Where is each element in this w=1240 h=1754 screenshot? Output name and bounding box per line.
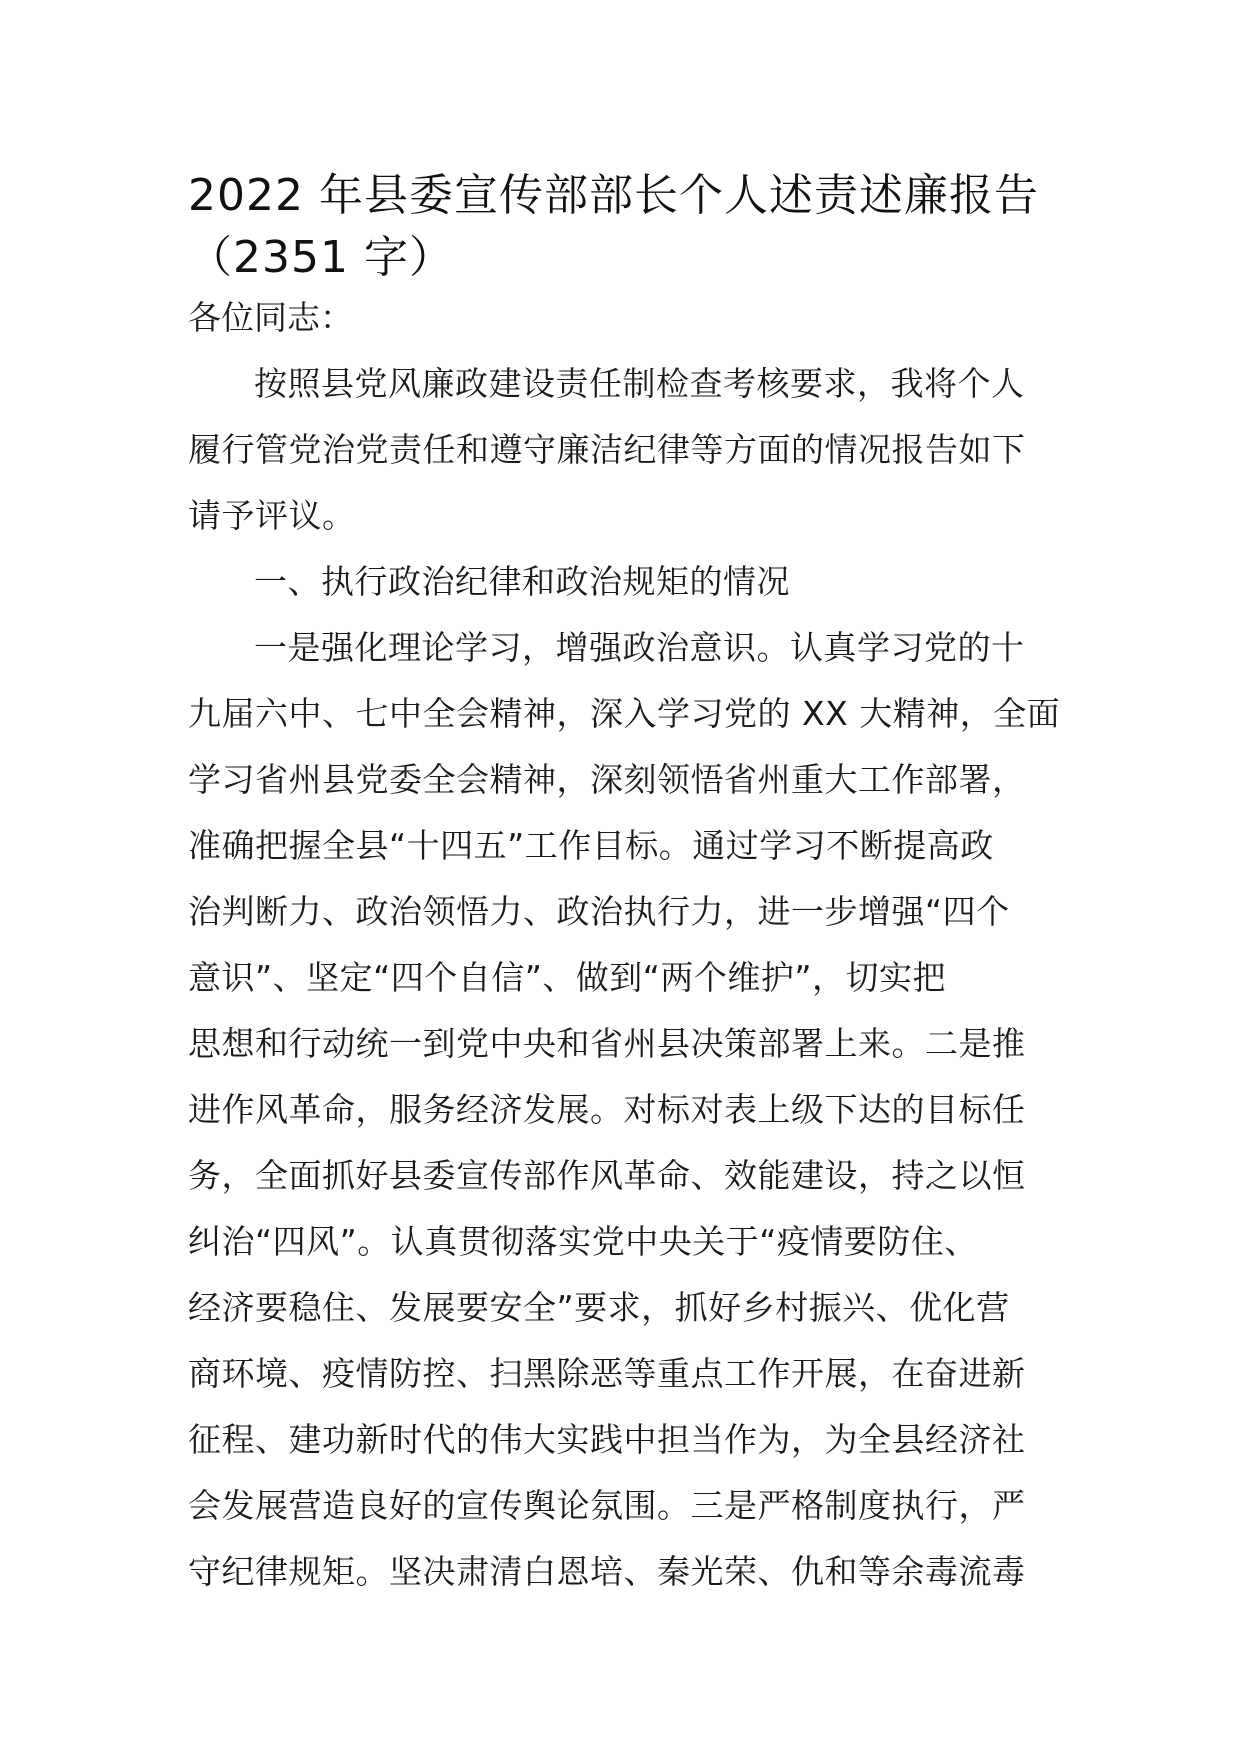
section1-line: 征程、建功新时代的伟大实践中担当作为，为全县经济社 xyxy=(188,1420,1026,1459)
page-title xyxy=(188,165,1052,289)
section-heading-text: 一、执行政治纪律和政治规矩的情况 xyxy=(254,562,790,601)
section1-paragraph xyxy=(188,615,1061,1605)
section1-line: 意识”、坚定“四个自信”、做到“两个维护”，切实把 xyxy=(188,958,946,997)
section1-line: 学习省州县党委全会精神，深刻领悟省州重大工作部署， xyxy=(188,760,1026,799)
section1-line: 务，全面抓好县委宣传部作风革命、效能建设，持之以恒 xyxy=(188,1156,1026,1195)
intro-line: 请予评议。 xyxy=(188,496,356,535)
section1-line: 思想和行动统一到党中央和省州县决策部署上来。二是推 xyxy=(188,1024,1026,1063)
greeting: 各位同志： xyxy=(188,298,353,337)
intro-line: 按照县党风廉政建设责任制检查考核要求，我将个人 xyxy=(254,364,1025,403)
section1-line: 会发展营造良好的宣传舆论氛围。三是严格制度执行，严 xyxy=(188,1486,1026,1525)
section1-line: 准确把握全县“十四五”工作目标。通过学习不断提高政 xyxy=(188,826,994,865)
section1-line: 经济要稳住、发展要安全”要求，抓好乡村振兴、优化营 xyxy=(188,1288,1010,1327)
title-line-2: （2351 字） xyxy=(188,232,454,283)
section-heading xyxy=(188,549,1052,615)
section1-line: 九届六中、七中全会精神，深入学习党的 XX 大精神，全面 xyxy=(188,694,1061,733)
title-line-1: 2022 年县委宣传部部长个人述责述廉报告 xyxy=(188,170,1039,221)
section1-line: 治判断力、政治领悟力、政治执行力，进一步增强“四个 xyxy=(188,892,1010,931)
section1-line: 纠治“四风”。认真贯彻落实党中央关于“疫情要防住、 xyxy=(188,1222,978,1261)
intro-paragraph xyxy=(188,351,1052,549)
intro-line: 履行管党治党责任和遵守廉洁纪律等方面的情况报告如下 xyxy=(188,430,1026,469)
section1-line: 一是强化理论学习，增强政治意识。认真学习党的十 xyxy=(254,628,1025,667)
section1-line: 商环境、疫情防控、扫黑除恶等重点工作开展，在奋进新 xyxy=(188,1354,1026,1393)
section1-line: 进作风革命，服务经济发展。对标对表上级下达的目标任 xyxy=(188,1090,1026,1129)
document-body xyxy=(188,165,1061,1605)
section1-line: 守纪律规矩。坚决肃清白恩培、秦光荣、仇和等余毒流毒 xyxy=(188,1552,1026,1591)
